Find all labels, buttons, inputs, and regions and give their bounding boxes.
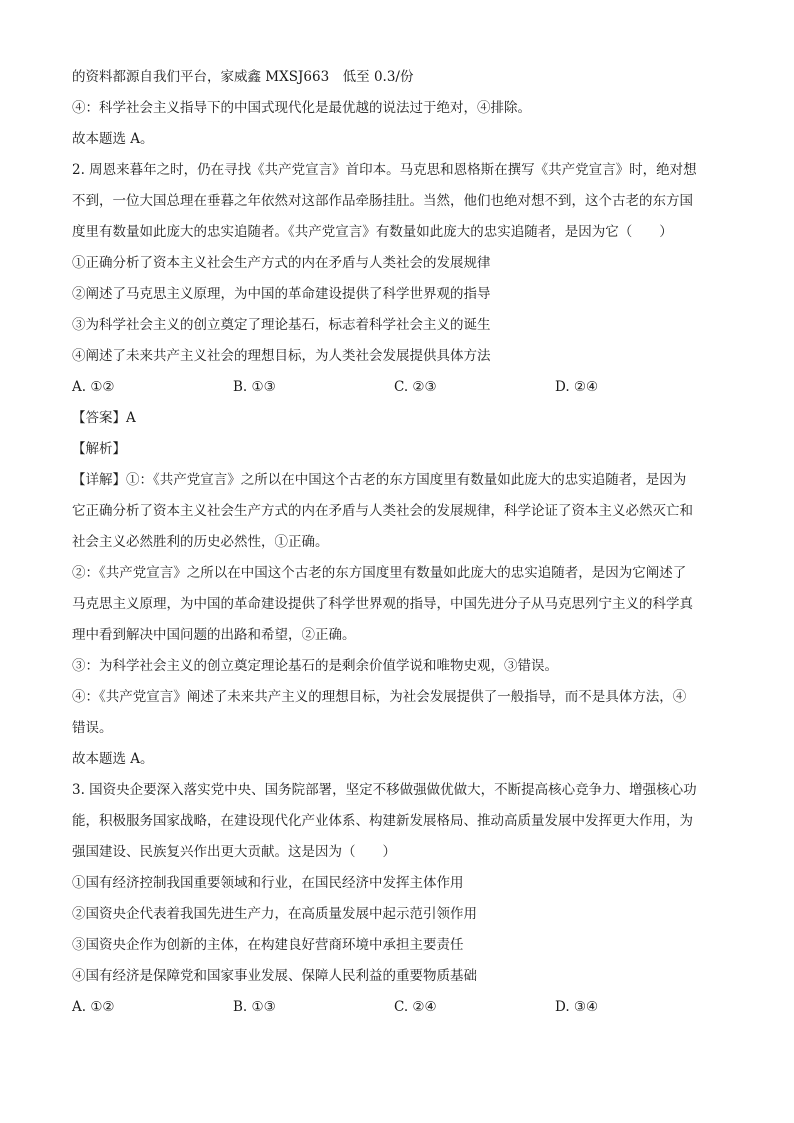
- q2-option-1: ①正确分析了资本主义社会生产方式的内在矛盾与人类社会的发展规律: [72, 255, 491, 271]
- q2-detail-line-5: 马克思主义原理，为中国的革命建设提供了科学世界观的指导，中国先进分子从马克思列宁主义的科学真: [72, 596, 693, 612]
- q2-option-3: ③为科学社会主义的创立奠定了理论基石，标志着科学社会主义的诞生: [72, 317, 491, 333]
- document-page: [72, 62, 732, 1023]
- q2-detail-line-7: ③：为科学社会主义的创立奠定理论基石的是剩余价值学说和唯物史观，③错误。: [72, 658, 558, 674]
- q3-choice-c: C. ②④: [394, 999, 437, 1015]
- q2-choice-d: D. ②④: [555, 379, 599, 395]
- q2-answer-label: 【答案】A: [72, 410, 136, 426]
- q3-option-4: ④国有经济是保障党和国家事业发展、保障人民利益的重要物质基础: [72, 968, 477, 984]
- q2-option-2: ②阐述了马克思主义原理，为中国的革命建设提供了科学世界观的指导: [72, 286, 491, 302]
- source-note-line: 的资料都源自我们平台，家威鑫 MXSJ663 低至 0.3/份: [72, 69, 414, 85]
- q2-choice-c: C. ②③: [394, 379, 437, 395]
- q2-choices: [72, 372, 732, 403]
- q2-detail-line-4: ②：《共产党宣言》之所以在中国这个古老的东方国度里有数量如此庞大的忠实追随者，是因为它阐述了: [72, 565, 687, 581]
- q2-choice-a: A. ①②: [72, 379, 115, 395]
- q3-option-3: ③国资央企作为创新的主体，在构建良好营商环境中承担主要责任: [72, 937, 464, 953]
- q2-detail-line-2: 它正确分析了资本主义社会生产方式的内在矛盾与人类社会的发展规律，科学论证了资本主义必然灭亡和: [72, 503, 693, 519]
- q2-choice-b: B. ①③: [233, 379, 276, 395]
- q3-stem-line-1: 3. 国资央企要深入落实党中央、国务院部署，坚定不移做强做优做大，不断提高核心竞争力、增强核心功: [72, 782, 697, 798]
- q3-stem-line-2: 能，积极服务国家战略，在建设现代化产业体系、构建新发展格局、推动高质量发展中发挥更大作用，为: [72, 813, 693, 829]
- q2-option-4: ④阐述了未来共产主义社会的理想目标，为人类社会发展提供具体方法: [72, 348, 491, 364]
- q2-stem-line-2: 不到，一位大国总理在垂暮之年依然对这部作品牵肠挂肚。当然，他们也绝对想不到，这个古老的东方国: [72, 193, 693, 209]
- q1-conclusion: 故本题选 A。: [72, 131, 154, 147]
- q3-choice-b: B. ①③: [233, 999, 276, 1015]
- q3-stem-line-3: 强国建设、民族复兴作出更大贡献。这是因为（ ）: [72, 844, 396, 860]
- q3-option-1: ①国有经济控制我国重要领域和行业，在国民经济中发挥主体作用: [72, 875, 464, 891]
- q3-choices: [72, 992, 732, 1023]
- q3-choice-d: D. ③④: [555, 999, 599, 1015]
- q2-analysis-label: 【解析】: [72, 441, 126, 457]
- q3-choice-a: A. ①②: [72, 999, 115, 1015]
- q2-detail-line-9: 错误。: [72, 720, 113, 736]
- q2-detail-line-8: ④：《共产党宣言》阐述了未来共产主义的理想目标，为社会发展提供了一般指导，而不是具体方法，④: [72, 689, 687, 705]
- q2-detail-line-1: 【详解】①：《共产党宣言》之所以在中国这个古老的东方国度里有数量如此庞大的忠实追随者，是因为: [72, 472, 687, 488]
- q2-stem-line-3: 度里有数量如此庞大的忠实追随者。《共产党宣言》有数量如此庞大的忠实追随者，是因为它（ ）: [72, 224, 673, 240]
- q3-option-2: ②国资央企代表着我国先进生产力，在高质量发展中起示范引领作用: [72, 906, 477, 922]
- q2-conclusion: 故本题选 A。: [72, 751, 154, 767]
- q2-stem-line-1: 2. 周恩来暮年之时，仍在寻找《共产党宣言》首印本。马克思和恩格斯在撰写《共产党宣言》时，绝对想: [72, 162, 697, 178]
- q2-detail-line-3: 社会主义必然胜利的历史必然性，①正确。: [72, 534, 329, 550]
- q1-analysis-line: ④：科学社会主义指导下的中国式现代化是最优越的说法过于绝对，④排除。: [72, 100, 531, 116]
- q2-detail-line-6: 理中看到解决中国问题的出路和希望，②正确。: [72, 627, 356, 643]
